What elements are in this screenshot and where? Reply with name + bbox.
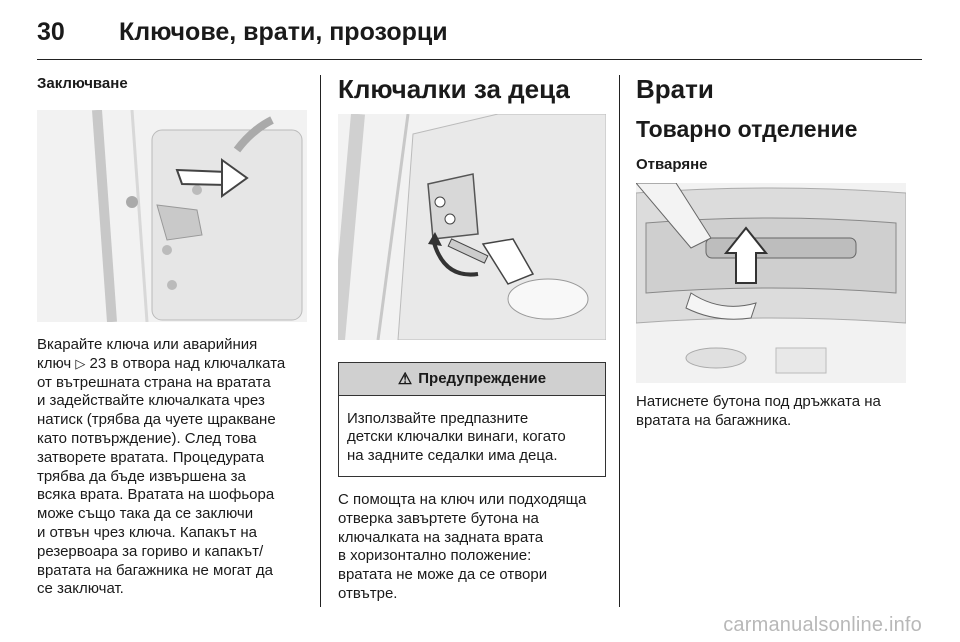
column-child-locks	[338, 75, 606, 604]
illustration-door-lock	[37, 110, 307, 322]
page-reference-number[interactable]: 23	[85, 354, 107, 372]
page-reference-arrow-icon: ▷	[75, 355, 86, 371]
illustration-child-lock	[338, 114, 606, 340]
column-divider-2	[619, 75, 620, 607]
warning-title: Предупреждение	[418, 370, 547, 388]
warning-text: Използвайте предпазните детски ключалки винаги, когато на задните седалки има деца.	[347, 409, 566, 465]
section-title-doors: Врати	[636, 74, 714, 104]
chapter-title: Ключове, врати, прозорци	[119, 18, 448, 46]
child-locks-paragraph: С помощта на ключ или подходяща отверка завъртете бутона на ключалката на задната врата в хоризонтално положение: вратата не може да се отвори отвътре.	[338, 490, 587, 602]
subsection-title-cargo: Товарно отделение	[636, 115, 858, 142]
page-number: 30	[37, 18, 65, 46]
illustration-cargo-door	[636, 183, 906, 383]
column-doors	[636, 75, 911, 430]
header-rule	[37, 59, 922, 60]
column-divider-1	[320, 75, 321, 607]
subhead-opening: Отваряне	[636, 155, 708, 173]
warning-header	[339, 363, 605, 396]
locking-text-line1: Вкарайте ключа или аварийния	[37, 336, 258, 353]
locking-text-rest: от вътрешната страна на вратата и задействайте ключалката чрез натиск (трябва да чуете щракване като потвърждение). След това затворете вратата. Процедурата трябва да бъде извършена за всяка врата. Вратата на шофьора може също така да се заключи и отвън чрез ключа. Капакът на резервоара за гориво и капакът/ вратата на багажника не могат да се заключат.	[37, 373, 276, 598]
watermark: carmanualsonline.info	[723, 614, 922, 636]
section-title-locking: Заключване	[37, 75, 128, 92]
warning-box	[338, 362, 606, 477]
page-header	[37, 18, 922, 58]
column-locking	[37, 75, 307, 599]
locking-paragraph	[37, 336, 307, 599]
cargo-door-paragraph: Натиснете бутона под дръжката на вратата на багажника.	[636, 392, 881, 429]
warning-triangle-icon: ⚠	[397, 370, 413, 388]
locking-text-ref-suffix: в отвора над ключалката	[106, 354, 286, 372]
section-title-child-locks: Ключалки за деца	[338, 74, 570, 104]
locking-text-ref-prefix: ключ	[37, 354, 76, 372]
